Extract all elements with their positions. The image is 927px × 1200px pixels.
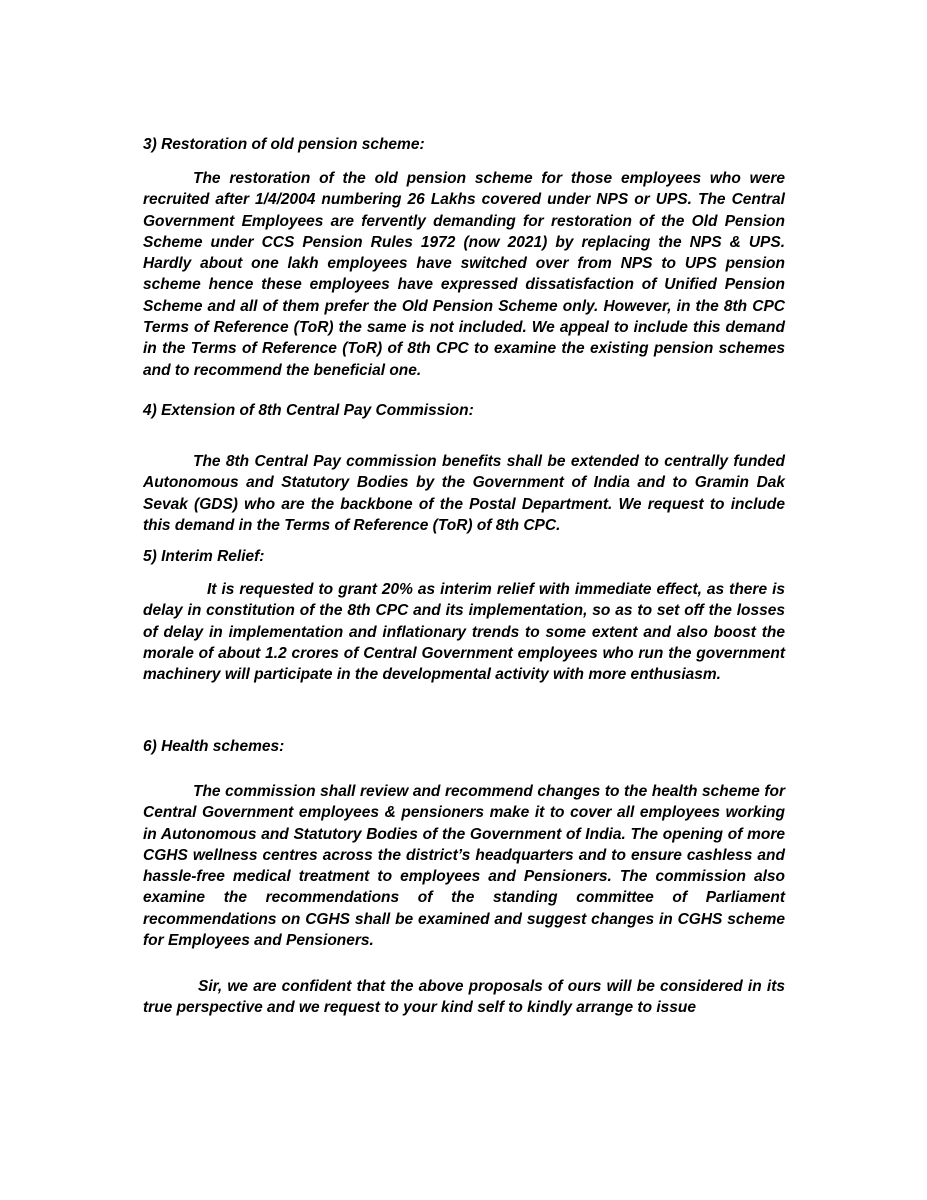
section-5-body: It is requested to grant 20% as interim relief with immediate effect, as there is delay in constitution of the 8th CPC and its implementation, so as to set off the losses of delay in implementation and inflationary trends to some extent and also boost the morale of about 1.2 crores of Central Government employees who run the government machinery will participate in the developmental activity with more enthusiasm. bbox=[143, 581, 785, 684]
section-4-heading: 4) Extension of 8th Central Pay Commission: bbox=[143, 402, 474, 419]
section-6-body: The commission shall review and recommend changes to the health scheme for Central Government employees & pensioners make it to cover all employees working in Autonomous and Statutory Bodies of the Government of India. The opening of more CGHS wellness centres across the district’s headquarters and to ensure cashless and hassle-free medical treatment to employees and Pensioners. The commission also examine the recommendations of the standing committee of Parliament recommendations on CGHS shall be examined and suggest changes in CGHS scheme for Employees and Pensioners. bbox=[143, 783, 785, 950]
section-6-heading: 6) Health schemes: bbox=[143, 738, 285, 755]
section-4-body: The 8th Central Pay commission benefits shall be extended to centrally funded Autonomous and Statutory Bodies by the Government of India and to Gramin Dak Sevak (GDS) who are the backbone of the Postal Department. We request to include this demand in the Terms of Reference (ToR) of 8th CPC. bbox=[143, 453, 785, 534]
section-3-heading: 3) Restoration of old pension scheme: bbox=[143, 136, 425, 153]
closing-paragraph: Sir, we are confident that the above proposals of ours will be considered in its true perspective and we request to your kind self to kindly arrange to issue bbox=[143, 978, 785, 1017]
section-3-body: The restoration of the old pension scheme for those employees who were recruited after 1/4/2004 numbering 26 Lakhs covered under NPS or UPS. The Central Government Employees are fervently demanding for restoration of the Old Pension Scheme under CCS Pension Rules 1972 (now 2021) by replacing the NPS & UPS. Hardly about one lakh employees have switched over from NPS to UPS pension scheme hence these employees have expressed dissatisfaction of Unified Pension Scheme and all of them prefer the Old Pension Scheme only. However, in the 8th CPC Terms of Reference (ToR) the same is not included. We appeal to include this demand in the Terms of Reference (ToR) of 8th CPC to examine the existing pension schemes and to recommend the beneficial one. bbox=[143, 170, 785, 379]
section-5-heading: 5) Interim Relief: bbox=[143, 548, 265, 565]
